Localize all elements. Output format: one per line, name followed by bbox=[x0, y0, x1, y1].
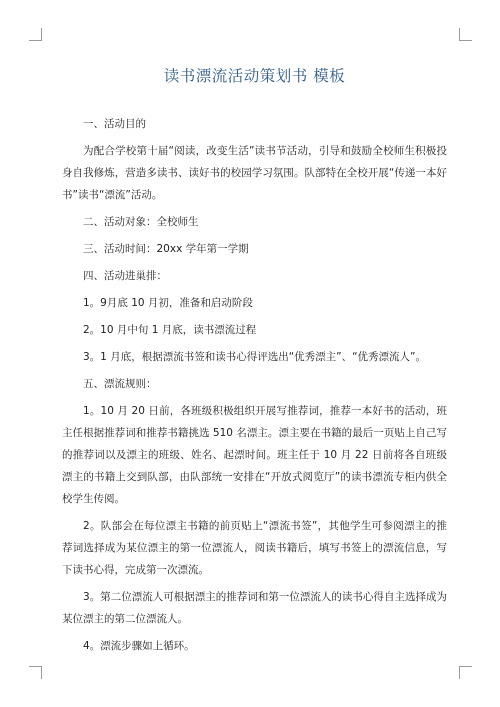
section-heading-schedule: 四、活动进巢排： bbox=[83, 270, 167, 282]
rule-item-3: 3。第二位漂流人可根据漂主的推荐词和第一位漂流人的读书心得自主选择成为某位漂主的第二位漂流人。 bbox=[62, 591, 447, 625]
rule-item-1: 1。10 月 20 日前，各班级积极组织开展写推荐词，推荐一本好书的活动，班主任根据推荐词和推荐书籍挑选 510 名漂主。漂主要在书籍的最后一页贴上自己写的推荐词以及漂主的班级、姓名、起漂时间。班主任于 10 月 22 日前将各自班级漂主的书籍上交到队部，由队部统一安排在“开放式阅览厅”的读书漂流专柜内供全校学生传阅。 bbox=[62, 405, 447, 505]
crop-mark-bottom-right bbox=[459, 666, 472, 679]
crop-mark-top-right bbox=[459, 28, 472, 41]
section-heading-rules: 五、漂流规则： bbox=[83, 378, 157, 390]
section-heading-purpose: 一、活动目的 bbox=[83, 118, 146, 130]
section-heading-time: 三、活动时间：20xx 学年第一学期 bbox=[83, 243, 249, 255]
crop-mark-bottom-left bbox=[29, 666, 42, 679]
schedule-item-1: 1。9月底 10 月初，准备和启动阶段 bbox=[83, 297, 253, 309]
crop-mark-top-left bbox=[29, 28, 42, 41]
rule-item-2: 2。队部会在每位漂主书籍的前页贴上“漂流书签”，其他学生可参阅漂主的推荐词选择成为某位漂主的第一位漂流人，阅读书籍后，填写书签上的漂流信息，写下读书心得，完成第一次漂流。 bbox=[62, 520, 447, 576]
document-title: 读书漂流活动策划书 模板 bbox=[163, 67, 346, 85]
schedule-item-2: 2。10 月中旬 1 月底，读书漂流过程 bbox=[83, 324, 257, 336]
schedule-item-3: 3。1 月底，根据漂流书签和读书心得评选出“优秀漂主”、“优秀漂流人”。 bbox=[83, 351, 426, 363]
section-heading-audience: 二、活动对象：全校师生 bbox=[83, 216, 199, 228]
document-page bbox=[62, 64, 447, 662]
rule-item-4: 4。漂流步骤如上循环。 bbox=[83, 640, 195, 652]
paragraph-purpose: 为配合学校第十届“阅读，改变生活”读书节活动，引导和鼓励全校师生积极投身自我修炼，营造多读书、读好书的校园学习氛围。队部特在全校开展“传递一本好书”读书“漂流”活动。 bbox=[62, 145, 447, 201]
